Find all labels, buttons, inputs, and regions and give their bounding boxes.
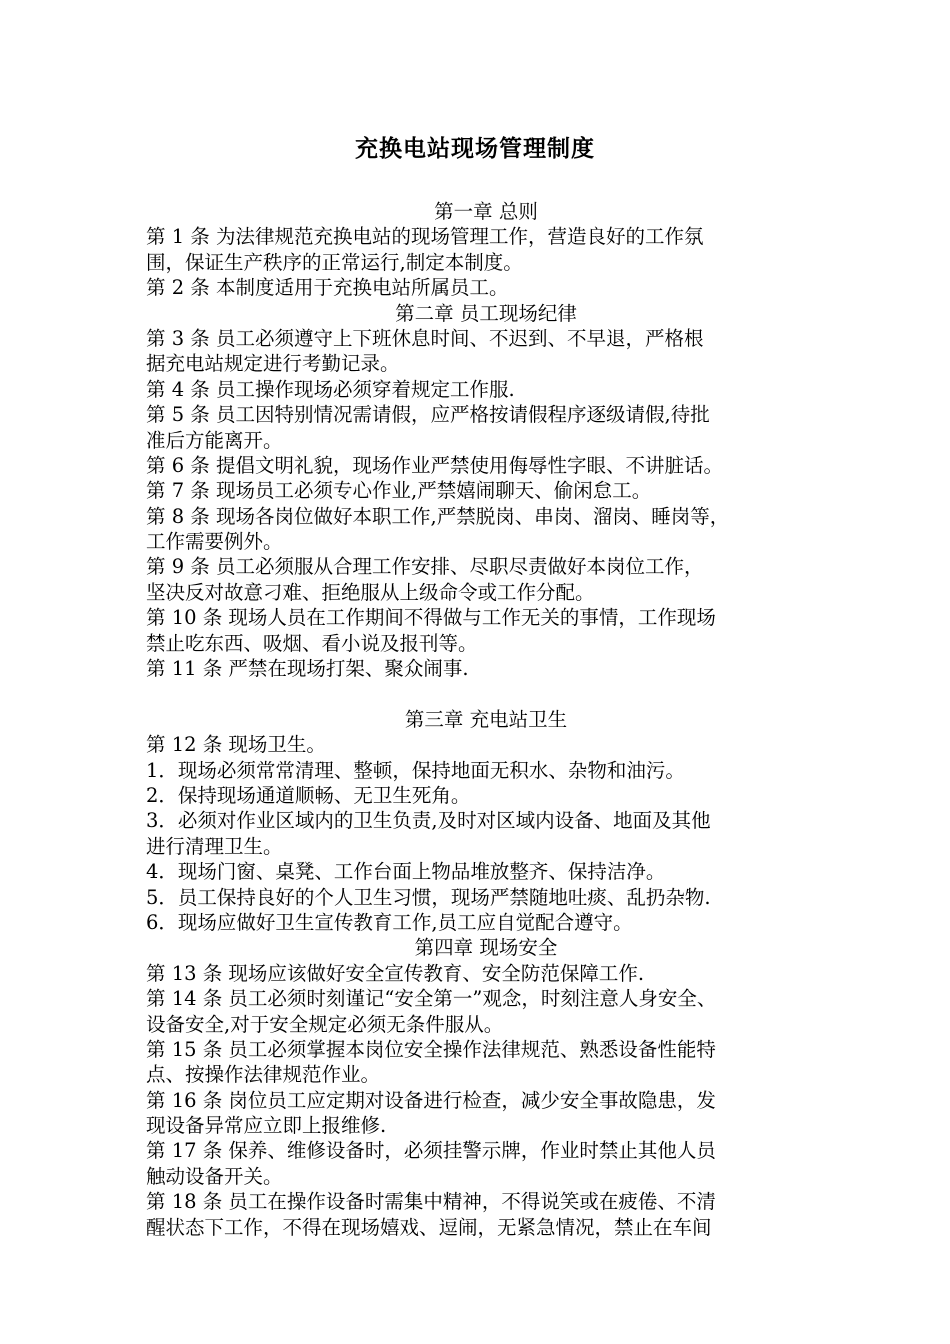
text-line: 第 9 条 员工必须服从合理工作安排、尽职尽责做好本岗位工作， (146, 555, 704, 579)
text-line: 现设备异常应立即上报维修. (146, 1114, 387, 1138)
text-line: 第 18 条 员工在操作设备时需集中精神，不得说笑或在疲倦、不清 (146, 1190, 716, 1214)
text-line: 第 7 条 现场员工必须专心作业,严禁嬉闹聊天、偷闲怠工。 (146, 479, 652, 503)
text-line: 据充电站规定进行考勤记录。 (146, 352, 400, 376)
chapter-heading: 第三章 充电站卫生 (404, 707, 568, 731)
text-line: 第 12 条 现场卫生。 (146, 733, 326, 757)
text-line: 工作需要例外。 (146, 530, 283, 554)
chapter-heading: 第二章 员工现场纪律 (395, 301, 577, 325)
text-line: 第 3 条 员工必须遵守上下班休息时间、不迟到、不早退，严格根 (146, 326, 704, 350)
document-body (146, 199, 826, 1240)
text-line: 第 4 条 员工操作现场必须穿着规定工作服. (146, 377, 515, 401)
text-line: 点、按操作法律规范作业。 (146, 1063, 381, 1087)
text-line: 第 1 条 为法律规范充换电站的现场管理工作，营造良好的工作氛 (146, 225, 704, 249)
text-line: 醒状态下工作，不得在现场嬉戏、逗闹，无紧急情况，禁止在车间 (146, 1215, 712, 1239)
text-line: 准后方能离开。 (146, 428, 283, 452)
chapter-heading: 第四章 现场安全 (414, 936, 558, 960)
text-line: 第 16 条 岗位员工应定期对设备进行检查，减少安全事故隐患，发 (146, 1088, 716, 1112)
chapter-heading: 第一章 总则 (434, 200, 538, 223)
text-line: 坚决反对故意刁难、拒绝服从上级命令或工作分配。 (146, 580, 595, 604)
text-line: 第 2 条 本制度适用于充换电站所属员工。 (146, 276, 509, 300)
text-line: 进行清理卫生。 (146, 834, 283, 858)
text-line: 触动设备开关。 (146, 1164, 283, 1188)
text-line: 6．现场应做好卫生宣传教育工作,员工应自觉配合遵守。 (146, 910, 633, 934)
blank-line (146, 681, 826, 706)
text-line: 1．现场必须常常清理、整顿，保持地面无积水、杂物和油污。 (146, 758, 685, 782)
text-line: 围，保证生产秩序的正常运行,制定本制度。 (146, 250, 523, 274)
text-line: 第 6 条 提倡文明礼貌，现场作业严禁使用侮辱性字眼、不讲脏话。 (146, 453, 724, 477)
text-line: 第 5 条 员工因特别情况需请假，应严格按请假程序逐级请假,待批 (146, 403, 710, 427)
document-title: 充换电站现场管理制度 (355, 136, 595, 162)
text-line: 第 13 条 现场应该做好安全宣传教育、安全防范保障工作. (146, 961, 645, 985)
text-line: 第 15 条 员工必须掌握本岗位安全操作法律规范、熟悉设备性能特 (146, 1037, 716, 1061)
text-line: 第 8 条 现场各岗位做好本职工作,严禁脱岗、串岗、溜岗、睡岗等， (146, 504, 730, 528)
text-line: 禁止吃东西、吸烟、看小说及报刊等。 (146, 631, 478, 655)
text-line: 第 10 条 现场人员在工作期间不得做与工作无关的事情，工作现场 (146, 606, 716, 630)
text-line: 2．保持现场通道顺畅、无卫生死角。 (146, 783, 471, 807)
text-line: 第 17 条 保养、维修设备时，必须挂警示牌，作业时禁止其他人员 (146, 1139, 716, 1163)
text-line: 3．必须对作业区域内的卫生负责,及时对区域内设备、地面及其他 (146, 809, 711, 833)
text-line: 第 14 条 员工必须时刻谨记“安全第一”观念，时刻注意人身安全、 (146, 987, 717, 1011)
text-line: 4．现场门窗、桌凳、工作台面上物品堆放整齐、保持洁净。 (146, 860, 666, 884)
text-line: 第 11 条 严禁在现场打架、聚众闹事. (146, 657, 469, 681)
text-line: 设备安全,对于安全规定必须无条件服从。 (146, 1012, 504, 1036)
text-line: 5．员工保持良好的个人卫生习惯，现场严禁随地吐痰、乱扔杂物. (146, 885, 711, 909)
